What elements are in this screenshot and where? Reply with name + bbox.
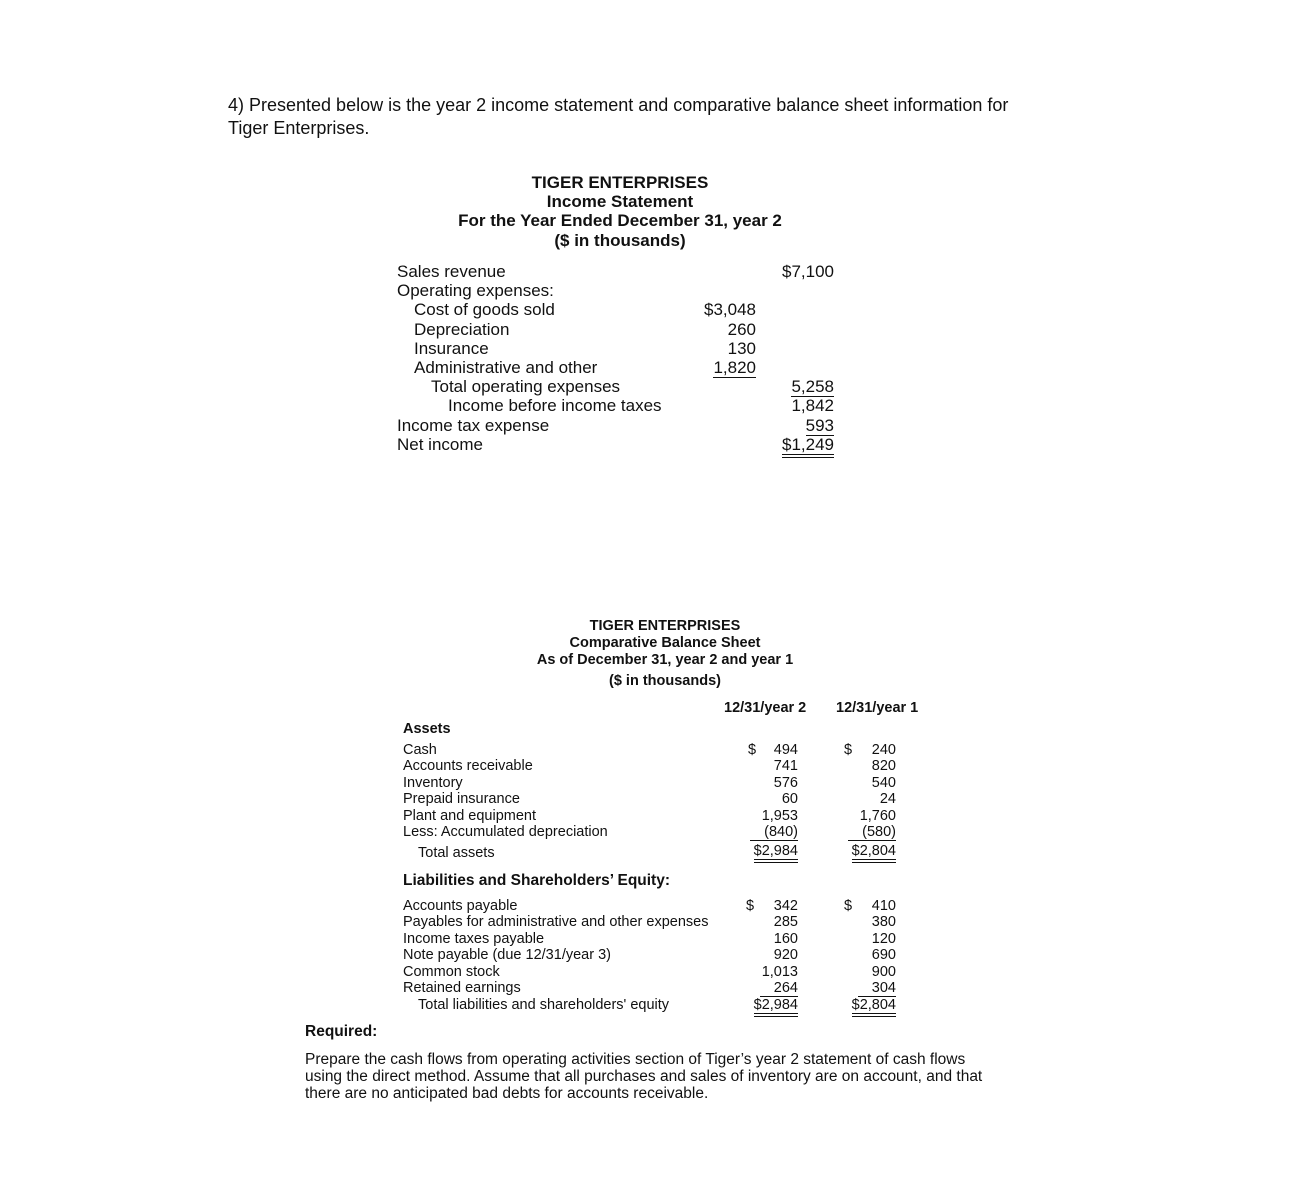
is-opex-label: Operating expenses: [397,281,554,300]
is-cogs-label: Cost of goods sold [414,300,555,319]
bs-itp-y1: 120 [871,931,896,947]
bs-ta-y1: $2,804 [818,843,896,860]
bs-ta-label: Total assets [418,845,495,861]
bs-re-y2: 264 [720,980,798,997]
bs-inv-y2: 576 [773,775,798,791]
bs-prepaid-label: Prepaid insurance [403,791,520,807]
bs-period: As of December 31, year 2 and year 1 [536,652,794,668]
is-admin-value: 1,820 [713,358,756,377]
bs-re-label: Retained earnings [403,980,521,996]
is-ins-label: Insurance [414,339,489,358]
is-ibt-value: 1,842 [791,396,834,415]
bs-padmin-y1: 380 [871,914,896,930]
bs-cash-y1: $ 240 [844,742,896,758]
bs-ar-y2: 741 [773,758,798,774]
bs-title: Comparative Balance Sheet [569,635,761,651]
bs-cash-y2: $ 494 [748,742,798,758]
bs-ap-y1: $ 410 [844,898,896,914]
bs-assets-heading: Assets [403,721,451,737]
bs-prepaid-y2: 60 [781,791,798,807]
is-ni-label: Net income [397,435,483,454]
is-tax-value: 593 [805,416,834,435]
is-ins-value: 130 [727,339,756,358]
is-admin-label: Administrative and other [414,358,598,377]
is-tax-label: Income tax expense [397,416,550,435]
bs-cs-label: Common stock [403,964,500,980]
problem-intro: 4) Presented below is the year 2 income statement and comparative balance sheet information for Tiger Enterprises. [228,95,1009,138]
bs-ppe-y1: 1,760 [859,808,896,824]
bs-itp-label: Income taxes payable [403,931,545,947]
bs-accdep-y2: (840) [720,824,798,841]
bs-prepaid-y1: 24 [879,791,896,807]
bs-ppe-label: Plant and equipment [403,808,537,824]
required-heading: Required: [305,1023,378,1040]
bs-col-year1: 12/31/year 1 [836,700,919,716]
bs-np-y1: 690 [871,947,896,963]
bs-padmin-y2: 285 [773,914,798,930]
is-company: TIGER ENTERPRISES [531,173,709,192]
is-total-opex-value: 5,258 [791,377,834,396]
bs-tle-y1: $2,804 [818,997,896,1014]
bs-re-y1: 304 [818,980,896,997]
is-title: Income Statement [546,192,694,211]
is-sales-value: $7,100 [782,262,834,281]
bs-units: ($ in thousands) [609,673,721,689]
required-text: Prepare the cash flows from operating activities section of Tiger’s year 2 statement of cash flows using the direct method. Assume that all purchases and sales of inventory are on account, and that there are no anticipated bad debts for accounts receivable. [305,1051,983,1102]
bs-padmin-label: Payables for administrative and other expenses [403,914,709,930]
bs-tle-y2: $2,984 [720,997,798,1014]
bs-cash-label: Cash [403,742,437,758]
bs-np-y2: 920 [773,947,798,963]
is-dep-label: Depreciation [414,320,510,339]
bs-ar-label: Accounts receivable [403,758,533,774]
bs-accdep-label: Less: Accumulated depreciation [403,824,608,840]
bs-col-year2: 12/31/year 2 [724,700,807,716]
is-cogs-value: $3,048 [704,300,756,319]
is-ibt-label: Income before income taxes [448,396,662,415]
bs-cs-y2: 1,013 [761,964,798,980]
bs-ap-y2: $ 342 [746,898,798,914]
bs-cs-y1: 900 [871,964,896,980]
is-units: ($ in thousands) [554,231,686,250]
bs-np-label: Note payable (due 12/31/year 3) [403,947,611,963]
is-dep-value: 260 [727,320,756,339]
is-sales-label: Sales revenue [397,262,506,281]
is-ni-value: $1,249 [754,435,834,454]
bs-ap-label: Accounts payable [403,898,518,914]
is-total-opex-label: Total operating expenses [431,377,621,396]
bs-inv-y1: 540 [871,775,896,791]
bs-accdep-y1: (580) [818,824,896,841]
bs-ta-y2: $2,984 [720,843,798,860]
is-period: For the Year Ended December 31, year 2 [458,211,782,230]
bs-inv-label: Inventory [403,775,463,791]
bs-company: TIGER ENTERPRISES [589,618,741,634]
bs-ar-y1: 820 [871,758,896,774]
bs-itp-y2: 160 [773,931,798,947]
bs-liab-heading: Liabilities and Shareholders’ Equity: [403,872,671,889]
bs-tle-label: Total liabilities and shareholders' equity [418,997,670,1013]
bs-ppe-y2: 1,953 [761,808,798,824]
